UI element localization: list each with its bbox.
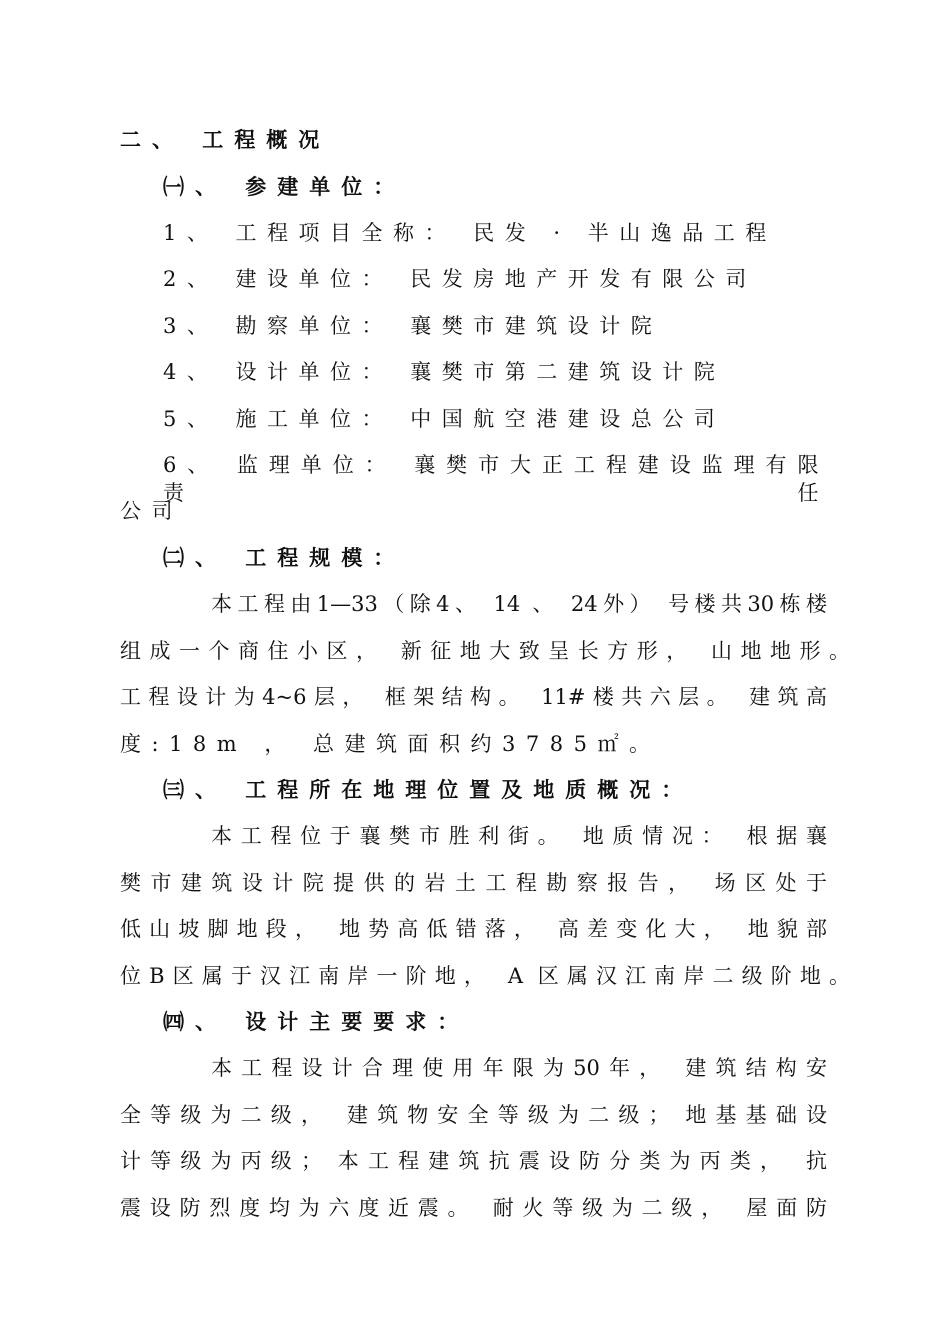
scale-paragraph-line-2: 组成一个商住小区， 新征地大致呈长方形， 山地地形。 xyxy=(120,639,850,663)
subsection-heading-participants: ㈠、 参建单位： xyxy=(163,174,406,199)
scale-paragraph-line-3: 工程设计为4~6层， 框架结构。 11#楼共六层。 建筑高 xyxy=(120,685,827,709)
location-paragraph-line-2: 樊市建筑设计院提供的岩土工程勘察报告， 场区处于 xyxy=(120,871,827,895)
design-paragraph-line-3: 计等级为丙级； 本工程建筑抗震设防分类为丙类， 抗 xyxy=(120,1149,827,1173)
scale-paragraph-line-1: 本工程由1—33（除4、 14 、 24外） 号楼共30栋楼 xyxy=(211,592,827,616)
location-paragraph-line-3: 低山坡脚地段， 地势高低错落， 高差变化大， 地貌部 xyxy=(120,917,827,941)
participant-item-6-continued: 公司 xyxy=(120,499,183,523)
participant-item-2: 2、 建设单位： 民发房地产开发有限公司 xyxy=(163,267,757,291)
design-paragraph-line-1: 本工程设计合理使用年限为50年， 建筑结构安 xyxy=(211,1056,827,1080)
section-title: 二、 工程概况 xyxy=(120,127,331,152)
location-paragraph-line-1: 本工程位于襄樊市胜利街。 地质情况： 根据襄 xyxy=(211,824,827,848)
design-paragraph-line-4: 震设防烈度均为六度近震。 耐火等级为二级， 屋面防 xyxy=(120,1196,827,1220)
subsection-heading-design: ㈣、 设计主要要求： xyxy=(163,1009,470,1034)
participant-item-5: 5、 施工单位： 中国航空港建设总公司 xyxy=(163,407,726,431)
participant-item-1: 1、 工程项目全称： 民发 · 半山逸品工程 xyxy=(163,221,777,245)
location-paragraph-line-4: 位B区属于汉江南岸一阶地， A 区属汉江南岸二级阶地。 xyxy=(120,964,850,988)
design-paragraph-line-2: 全等级为二级， 建筑物安全等级为二级； 地基基础设 xyxy=(120,1103,827,1127)
participant-item-4: 4、 设计单位： 襄樊市第二建筑设计院 xyxy=(163,360,726,384)
scale-paragraph-line-4: 度:18m ， 总建筑面积约3785㎡。 xyxy=(120,732,661,756)
subsection-heading-location: ㈢、 工程所在地理位置及地质概况： xyxy=(163,777,694,802)
participant-item-6: 6、 监理单位： 襄樊市大正工程建设监理有限责任 xyxy=(163,453,829,505)
participant-item-3: 3、 勘察单位： 襄樊市建筑设计院 xyxy=(163,314,663,338)
subsection-heading-scale: ㈡、 工程规模： xyxy=(163,545,406,570)
